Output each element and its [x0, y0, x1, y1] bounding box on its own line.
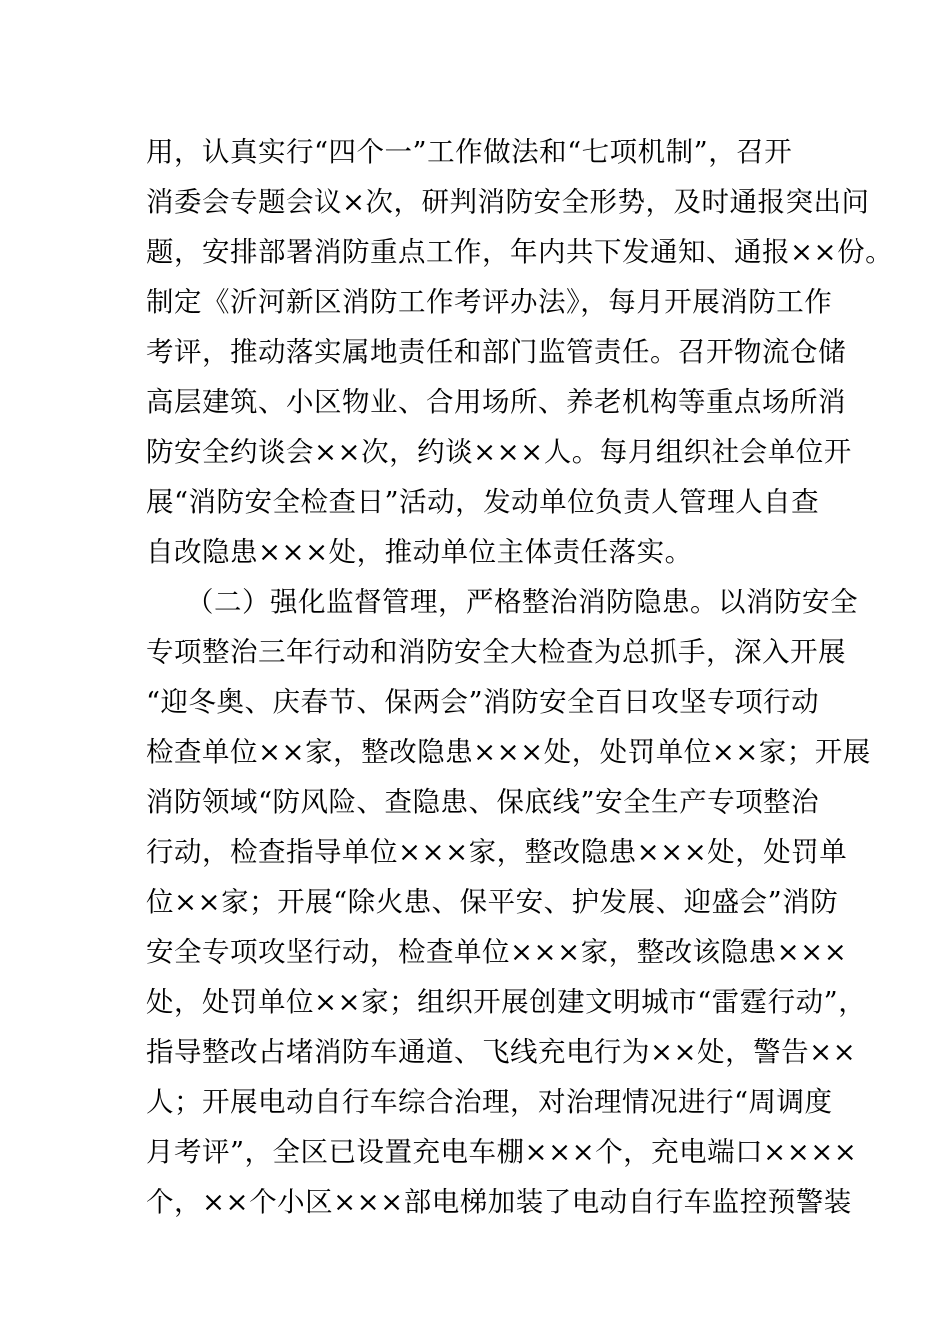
text-line-16: 位××家；开展“除火患、保平安、护发展、迎盛会”消防	[146, 886, 839, 918]
text-line-5: 考评，推动落实属地责任和部门监管责任。召开物流仓储	[146, 336, 846, 368]
text-line-13: 检查单位××家，整改隐患×××处，处罚单位××家；开展	[146, 736, 871, 768]
text-line-20: 人；开展电动自行车综合治理，对治理情况进行“周调度	[146, 1086, 833, 1118]
text-line-15: 行动，检查指导单位×××家，整改隐患×××处，处罚单	[146, 836, 848, 868]
text-line-7: 防安全约谈会××次，约谈×××人。每月组织社会单位开	[146, 436, 852, 468]
text-line-4: 制定《沂河新区消防工作考评办法》，每月开展消防工作	[146, 286, 833, 318]
text-line-1: 用，认真实行“四个一”工作做法和“七项机制”，召开	[146, 136, 793, 168]
text-line-22: 个，××个小区×××部电梯加装了电动自行车监控预警装	[146, 1186, 852, 1218]
text-line-2: 消委会专题会议×次，研判消防安全形势，及时通报突出问	[146, 186, 870, 218]
text-line-8: 展“消防安全检查日”活动，发动单位负责人管理人自查	[146, 486, 820, 518]
text-line-19: 指导整改占堵消防车通道、飞线充电行为××处，警告××	[146, 1036, 857, 1068]
text-line-18: 处，处罚单位××家；组织开展创建文明城市“雷霆行动”，	[146, 986, 867, 1018]
text-line-12: “迎冬奥、庆春节、保两会”消防安全百日攻坚专项行动	[146, 686, 820, 718]
text-line-21: 月考评”，全区已设置充电车棚×××个，充电端口××××	[146, 1136, 858, 1168]
section-heading-line: （二）强化监督管理，严格整治消防隐患。以消防安全	[186, 586, 858, 618]
text-line-11: 专项整治三年行动和消防安全大检查为总抓手，深入开展	[146, 636, 846, 668]
text-line-14: 消防领域“防风险、查隐患、保底线”安全生产专项整治	[146, 786, 820, 818]
text-line-17: 安全专项攻坚行动，检查单位×××家，整改该隐患×××	[146, 936, 848, 968]
text-line-9: 自改隐患×××处，推动单位主体责任落实。	[146, 536, 693, 568]
text-line-3: 题，安排部署消防重点工作，年内共下发通知、通报××份。	[146, 236, 894, 268]
text-line-6: 高层建筑、小区物业、合用场所、养老机构等重点场所消	[146, 386, 846, 418]
